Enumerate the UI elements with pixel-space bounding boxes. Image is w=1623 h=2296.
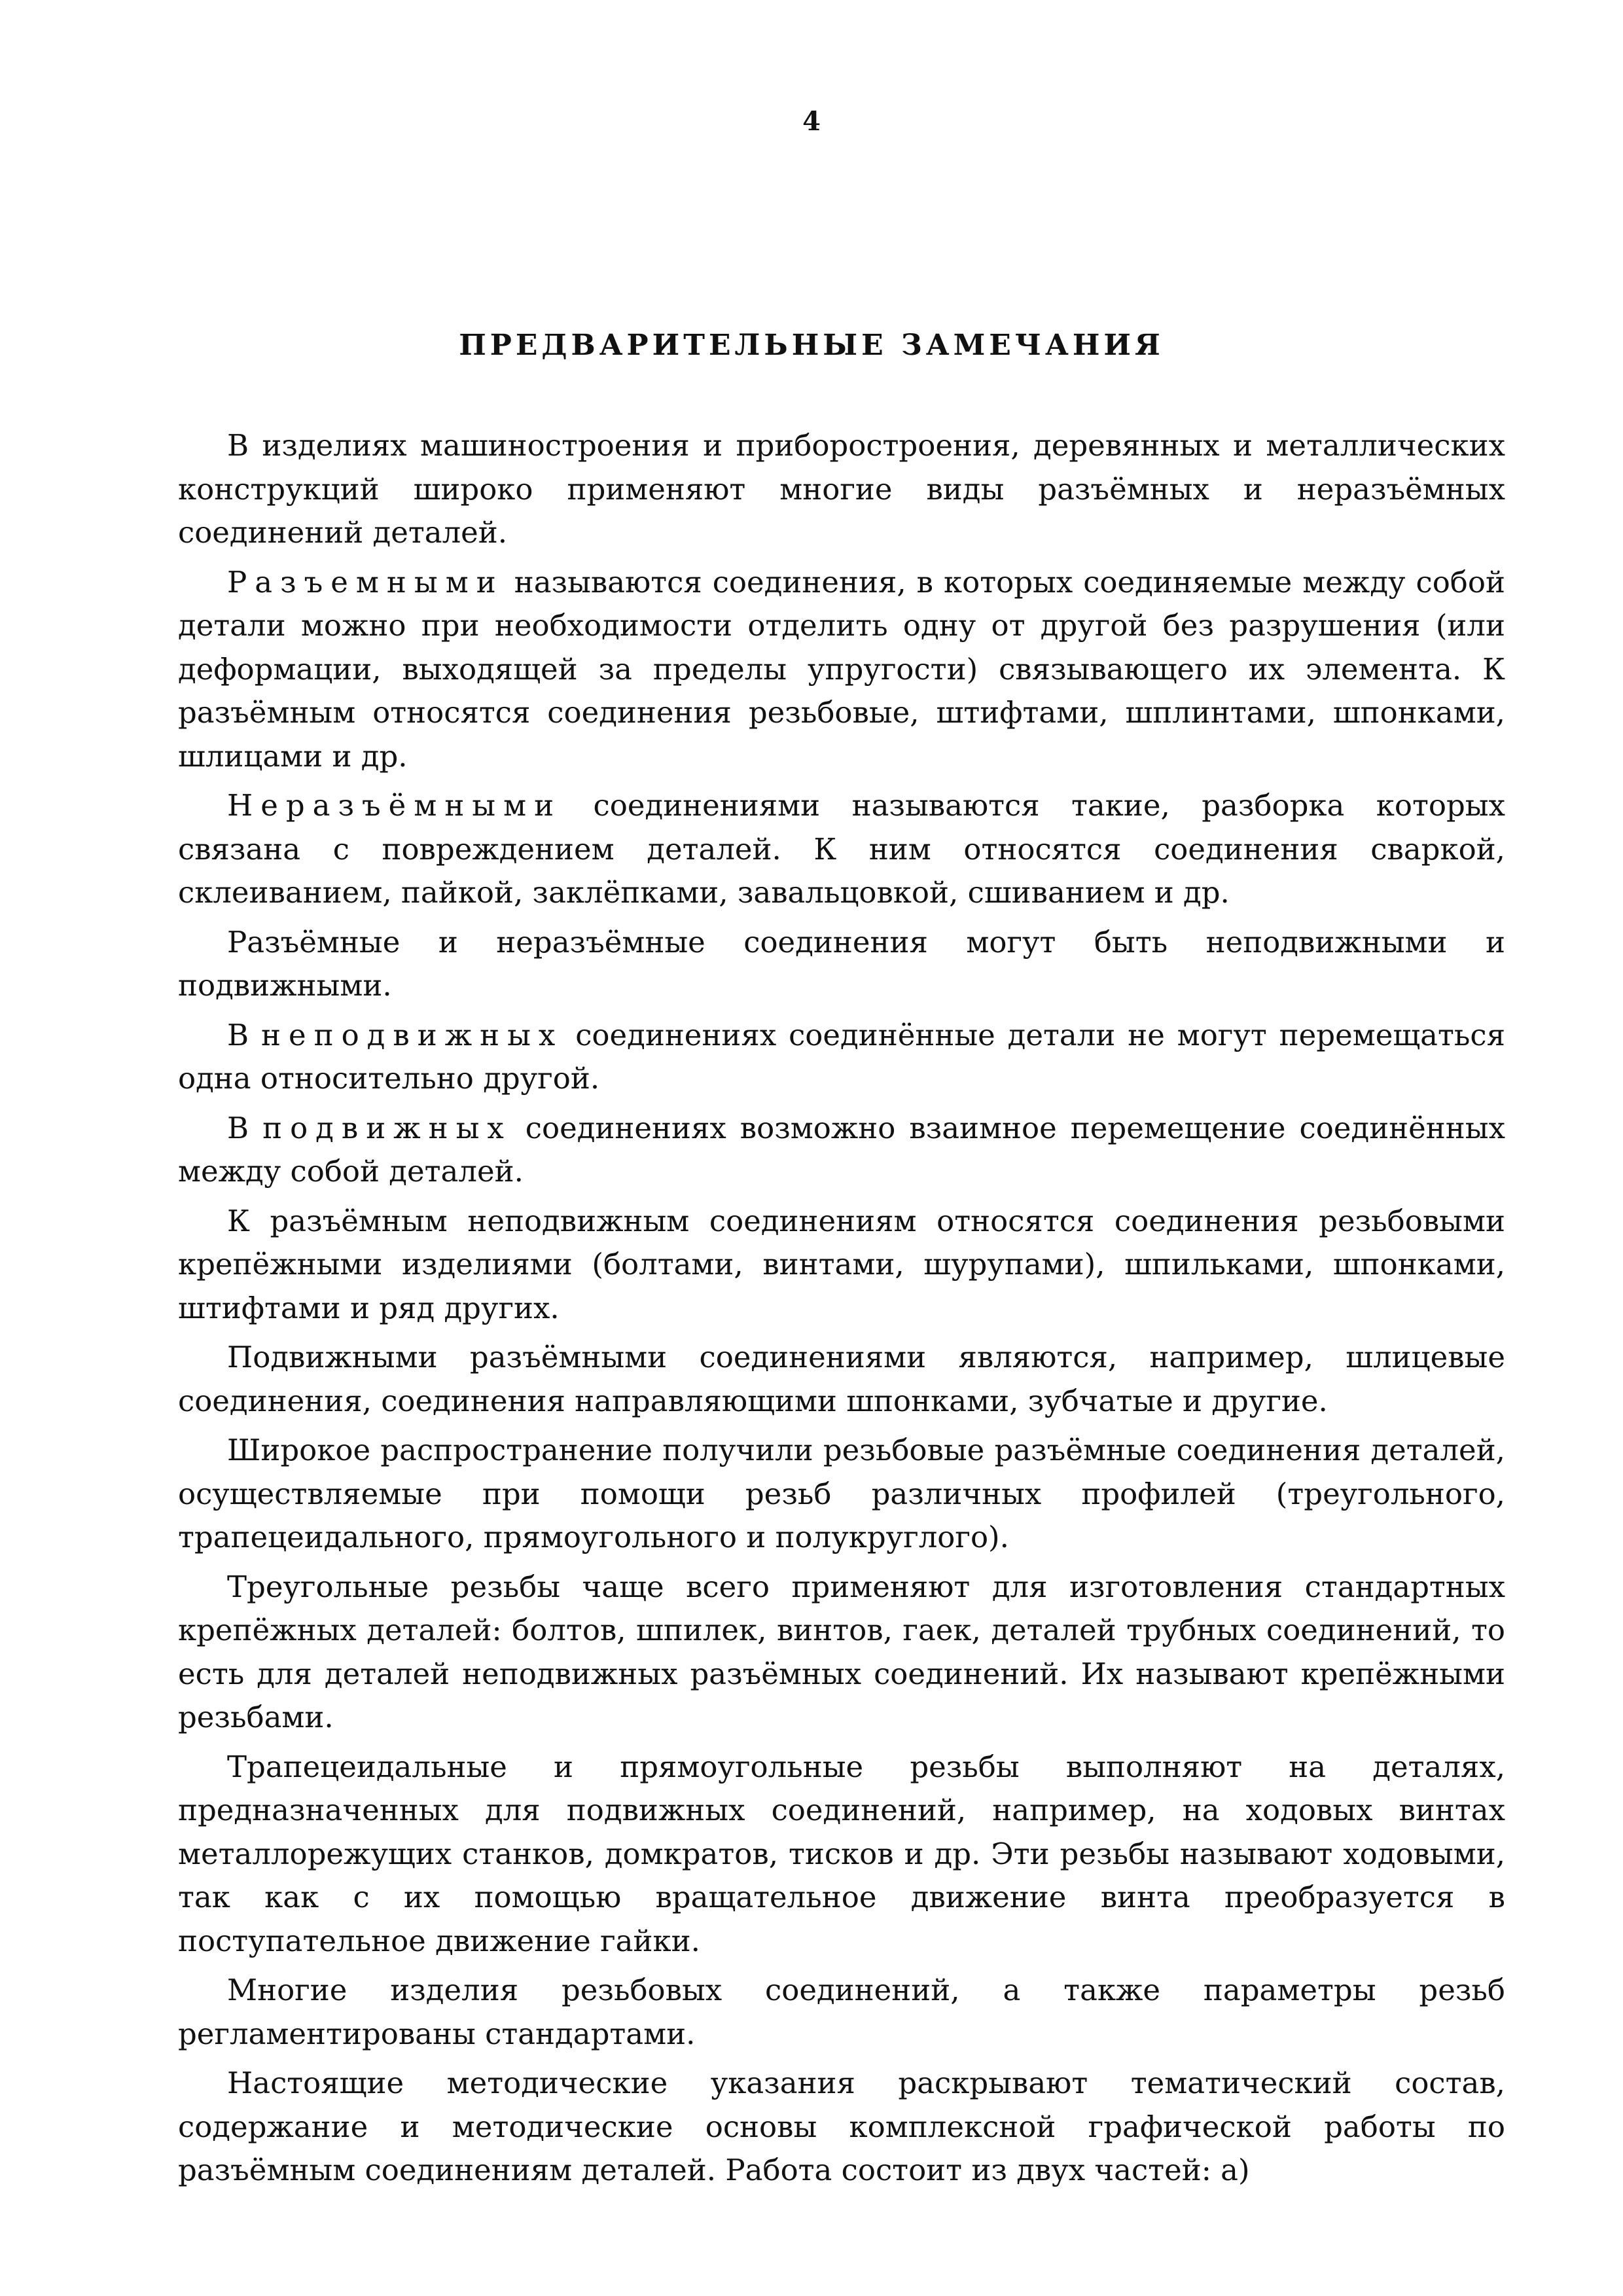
paragraph-text: В изделиях машиностроения и приборостроения, деревянных и металлических конструкций широко применяют многие виды разъёмных и неразъёмных соединений деталей. [178, 428, 1505, 550]
paragraph-text: Настоящие методические указания раскрывают тематический состав, содержание и методические основы комплексной графической работы по разъёмным соединениям деталей. Работа состоит из двух частей: а) [178, 2066, 1505, 2187]
paragraph [178, 1107, 1505, 1194]
paragraph-text: Разъёмные и неразъёмные соединения могут быть неподвижными и подвижными. [178, 924, 1505, 1003]
paragraph [178, 1969, 1505, 2056]
page-title: ПРЕДВАРИТЕЛЬНЫЕ ЗАМЕЧАНИЯ [459, 329, 1164, 362]
paragraph-text: Подвижными разъёмными соединениями являются, например, шлицевые соединения, соединения направляющими шпонками, зубчатые и другие. [178, 1340, 1505, 1418]
paragraph-text: соединениях возможно взаимное перемещение соединённых между собой деталей. [178, 1110, 1505, 1189]
body-text [178, 424, 1505, 2198]
paragraph [178, 784, 1505, 915]
paragraph-text: соединениях соединённые детали не могут перемещаться одна относительно другой. [178, 1017, 1505, 1096]
paragraph-text: В [227, 1017, 261, 1052]
paragraph [178, 1566, 1505, 1740]
paragraph [178, 921, 1505, 1008]
paragraph [178, 1336, 1505, 1423]
paragraph [178, 1429, 1505, 1560]
paragraph-text: К разъёмным неподвижным соединениям относятся соединения резьбовыми крепёжными изделиями (болтами, винтами, шурупами), шпильками, шпонками, штифтами и ряд других. [178, 1203, 1505, 1325]
spaced-emphasis-text: неподвижных [260, 1017, 563, 1052]
paragraph-text: Многие изделия резьбовых соединений, а также параметры резьб регламентированы стандартами. [178, 1973, 1505, 2051]
paragraph-text: Трапецеидальные и прямоугольные резьбы выполняют на деталях, предназначенных для подвижных соединений, например, на ходовых винтах металлорежущих станков, домкратов, тисков и др. Эти резьбы называют ходовыми, так как с их помощью вращательное движение винта преобразуется в поступательное движение гайки. [178, 1749, 1505, 1958]
paragraph-text: Треугольные резьбы чаще всего применяют для изготовления стандартных крепёжных деталей: болтов, шпилек, винтов, гаек, деталей трубных соединений, то есть для деталей неподвижных разъёмных соединений. Их называют крепёжными резьбами. [178, 1569, 1505, 1734]
paragraph [178, 424, 1505, 555]
spaced-emphasis-text: подвижных [262, 1110, 512, 1145]
paragraph-text: В [227, 1110, 263, 1145]
paragraph [178, 2062, 1505, 2193]
page-number: 4 [802, 106, 821, 137]
paragraph [178, 561, 1505, 779]
paragraph [178, 1746, 1505, 1964]
paragraph-text: Широкое распространение получили резьбовые разъёмные соединения деталей, осуществляемые при помощи резьб различных профилей (треугольного, трапецеидального, прямоугольного и полукруглого). [178, 1433, 1505, 1554]
paragraph-text: соединениями называются такие, разборка которых связана с повреждением деталей. К ним относятся соединения сваркой, склеиванием, пайкой, заклёпками, завальцовкой, сшиванием и др. [178, 788, 1505, 910]
paragraph [178, 1200, 1505, 1331]
spaced-emphasis-text: Неразъёмными [227, 788, 562, 823]
spaced-emphasis-text: Разъемными [227, 564, 504, 600]
paragraph [178, 1014, 1505, 1101]
paragraph-text: называются соединения, в которых соединяемые между собой детали можно при необходимости отделить одну от другой без разрушения (или деформации, выходящей за пределы упругости) связывающего их элемента. К разъёмным относятся соединения резьбовые, штифтами, шплинтами, шпонками, шлицами и др. [178, 564, 1505, 774]
